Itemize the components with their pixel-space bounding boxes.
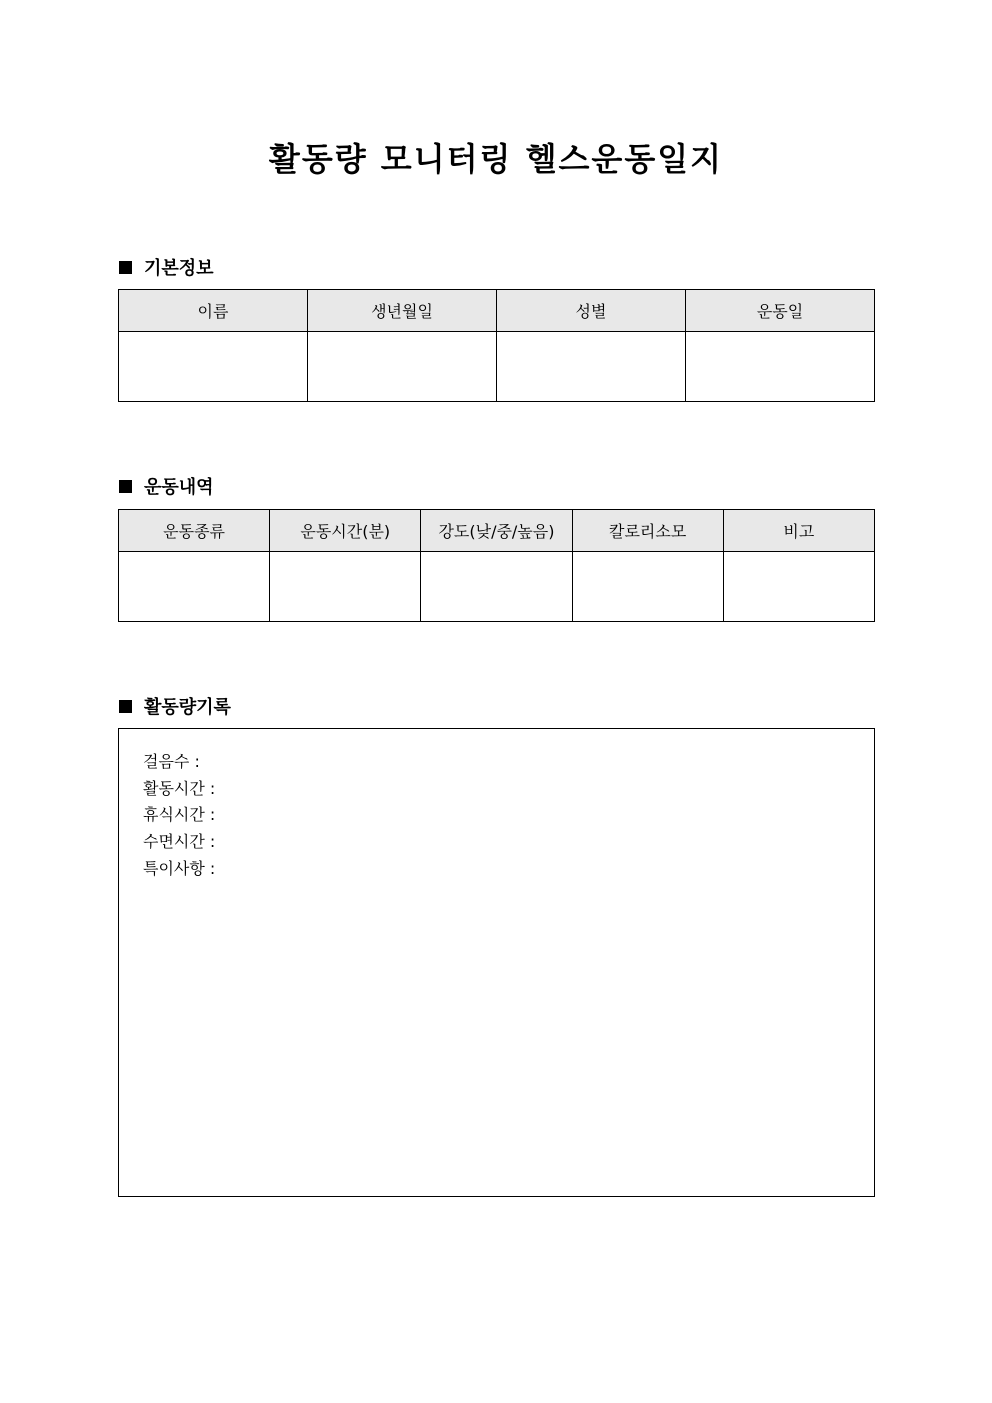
section-label: 운동내역 (144, 477, 214, 498)
calories-cell[interactable] (572, 552, 723, 622)
activity-record-lines (143, 749, 215, 883)
rest-time-line: 휴식시간 : (143, 805, 216, 825)
header-intensity: 강도(낮/중/높음) (421, 510, 572, 552)
page-title: 활동량 모니터링 헬스운동일지 (268, 140, 724, 178)
gender-cell[interactable] (497, 332, 686, 402)
special-notes-line: 특이사항 : (143, 858, 216, 878)
steps-line: 걸음수 : (143, 752, 200, 771)
table-header-row (119, 510, 875, 552)
sleep-time-line: 수면시간 : (143, 832, 216, 852)
header-notes: 비고 (723, 510, 874, 552)
birthdate-cell[interactable] (308, 332, 497, 402)
section-heading-basic (119, 254, 214, 280)
basic-info-table (118, 289, 875, 402)
activity-record-box[interactable] (118, 728, 875, 1197)
section-heading-exercise (119, 473, 214, 499)
active-time-line: 활동시간 : (143, 778, 216, 798)
exercise-type-cell[interactable] (119, 552, 270, 622)
notes-cell[interactable] (723, 552, 874, 622)
section-heading-activity (119, 693, 231, 719)
header-exercise-date: 운동일 (686, 290, 875, 332)
table-row (119, 552, 875, 622)
name-cell[interactable] (119, 332, 308, 402)
table-row (119, 332, 875, 402)
intensity-cell[interactable] (421, 552, 572, 622)
square-bullet-icon (119, 480, 132, 493)
header-exercise-type: 운동종류 (119, 510, 270, 552)
header-gender: 성별 (497, 290, 686, 332)
square-bullet-icon (119, 700, 132, 713)
exercise-date-cell[interactable] (686, 332, 875, 402)
exercise-table (118, 509, 875, 622)
section-label: 활동량기록 (144, 697, 231, 718)
header-calories: 칼로리소모 (572, 510, 723, 552)
header-birthdate: 생년월일 (308, 290, 497, 332)
square-bullet-icon (119, 261, 132, 274)
exercise-time-cell[interactable] (270, 552, 421, 622)
header-name: 이름 (119, 290, 308, 332)
section-label: 기본정보 (144, 258, 214, 279)
table-header-row (119, 290, 875, 332)
header-exercise-time: 운동시간(분) (270, 510, 421, 552)
